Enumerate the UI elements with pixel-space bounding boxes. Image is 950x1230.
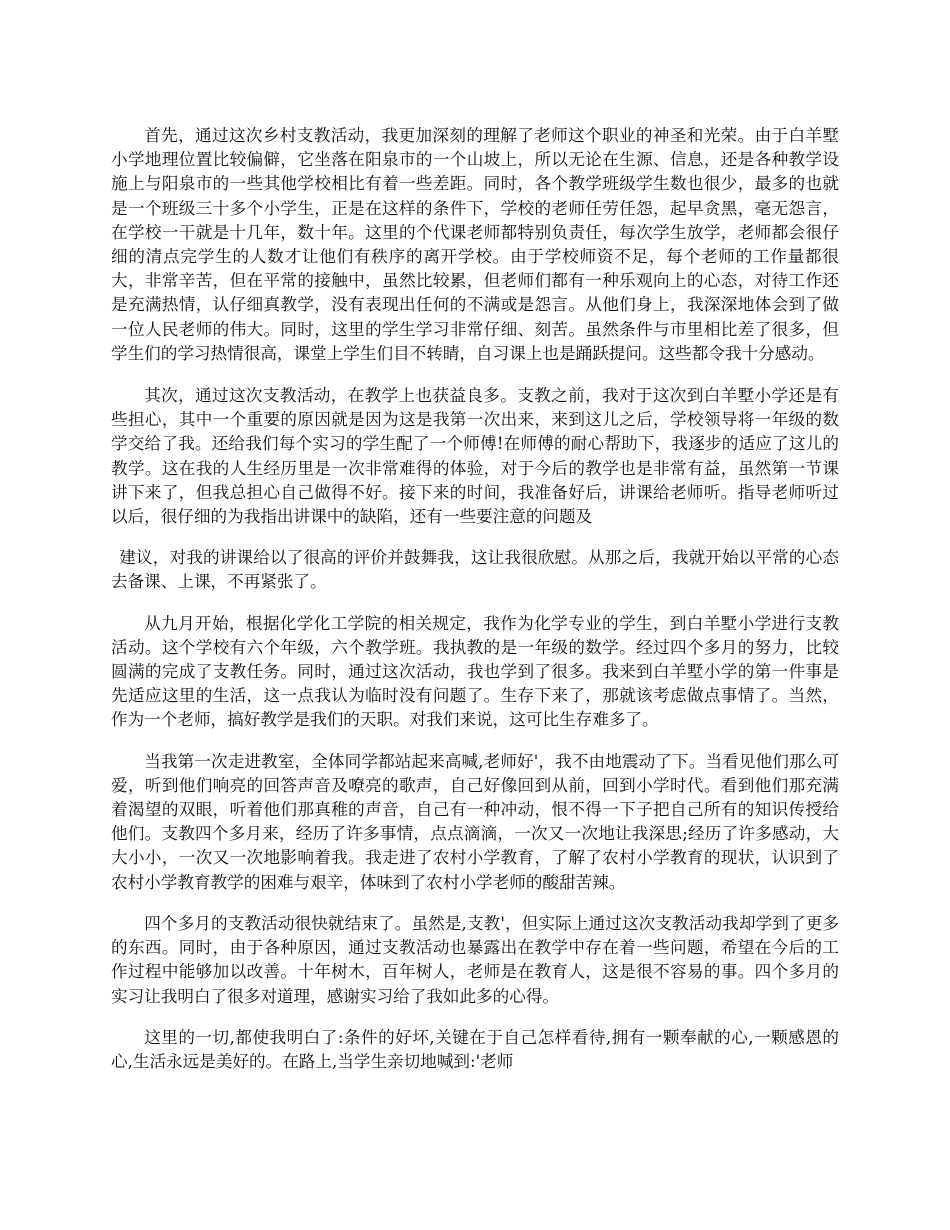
paragraph-6: 四个多月的支教活动很快就结束了。虽然是,支教'，但实际上通过这次支教活动我却学到了更多的东西。同时，由于各种原因，通过支教活动也暴露出在教学中存在着一些问题，希望在今后的工作过程中能够加以改善。十年树木，百年树人，老师是在教育人，这是很不容易的事。四个多月的实习让我明白了很多对道理，感谢实习给了我如此多的心得。	[111, 913, 839, 1006]
paragraph-4: 从九月开始，根据化学化工学院的相关规定，我作为化学专业的学生，到白羊墅小学进行支教活动。这个学校有六个年级，六个教学班。我执教的是一年级的数学。经过四个多月的努力，比较圆满的完成了支教任务。同时，通过这次活动，我也学到了很多。我来到白羊墅小学的第一件事是先适应这里的生活，这一点我认为临时没有问题了。生存下来了，那就该考虑做点事情了。当然，作为一个老师，搞好教学是我们的天职。对我们来说，这可比生存难多了。	[111, 613, 839, 730]
paragraph-2: 其次，通过这次支教活动，在教学上也获益良多。支教之前，我对于这次到白羊墅小学还是有些担心，其中一个重要的原因就是因为这是我第一次出来，来到这儿之后，学校领导将一年级的数学交给了我。还给我们每个实习的学生配了一个师傅!在师傅的耐心帮助下，我逐步的适应了这儿的教学。这在我的人生经历里是一次非常难得的体验，对于今后的教学也是非常有益，虽然第一节课讲下来了，但我总担心自己做得不好。接下来的时间，我准备好后，讲课给老师听。指导老师听过以后，很仔细的为我指出讲课中的缺陷，还有一些要注意的问题及	[111, 386, 839, 527]
paragraph-7: 这里的一切,都使我明白了:条件的好坏,关键在于自己怎样看待,拥有一颗奉献的心,一颗感恩的心,生活永远是美好的。在路上,当学生亲切地喊到:'老师	[111, 1027, 839, 1071]
paragraph-3: 建议，对我的讲课给以了很高的评价并鼓舞我，这让我很欣慰。从那之后，我就开始以平常的心态去备课、上课，不再紧张了。	[111, 548, 839, 592]
paragraph-5: 当我第一次走进教室，全体同学都站起来高喊,老师好'，我不由地震动了下。当看见他们那么可爱，听到他们响亮的回答声音及嘹亮的歌声，自己好像回到从前，回到小学时代。看到他们那充满着渴望的双眼，听着他们那真稚的声音，自己有一种冲动，恨不得一下子把自己所有的知识传授给他们。支教四个多月来，经历了许多事情，点点滴滴，一次又一次地让我深思;经历了许多感动，大大小小，一次又一次地影响着我。我走进了农村小学教育，了解了农村小学教育的现状，认识到了农村小学教育教学的困难与艰辛，体味到了农村小学老师的酸甜苦辣。	[111, 751, 839, 892]
document-body	[111, 124, 839, 1074]
paragraph-1: 首先，通过这次乡村支教活动，我更加深刻的理解了老师这个职业的神圣和光荣。由于白羊墅小学地理位置比较偏僻，它坐落在阳泉市的一个山坡上，所以无论在生源、信息，还是各种教学设施上与阳泉市的一些其他学校相比有着一些差距。同时，各个教学班级学生数也很少，最多的也就是一个班级三十多个小学生，正是在这样的条件下，学校的老师任劳任怨，起早贪黑，毫无怨言，在学校一干就是十几年，数十年。这里的个代课老师都特别负责任，每次学生放学，老师都会很仔细的清点完学生的人数才让他们有秩序的离开学校。由于学校师资不足，每个老师的工作量都很大，非常辛苦，但在平常的接触中，虽然比较累，但老师们都有一种乐观向上的心态，对待工作还是充满热情，认仔细真教学，没有表现出任何的不满或是怨言。从他们身上，我深深地体会到了做一位人民老师的伟大。同时，这里的学生学习非常仔细、刻苦。虽然条件与市里相比差了很多，但学生们的学习热情很高，课堂上学生们目不转睛，自习课上也是踊跃提问。这些都令我十分感动。	[111, 126, 839, 363]
